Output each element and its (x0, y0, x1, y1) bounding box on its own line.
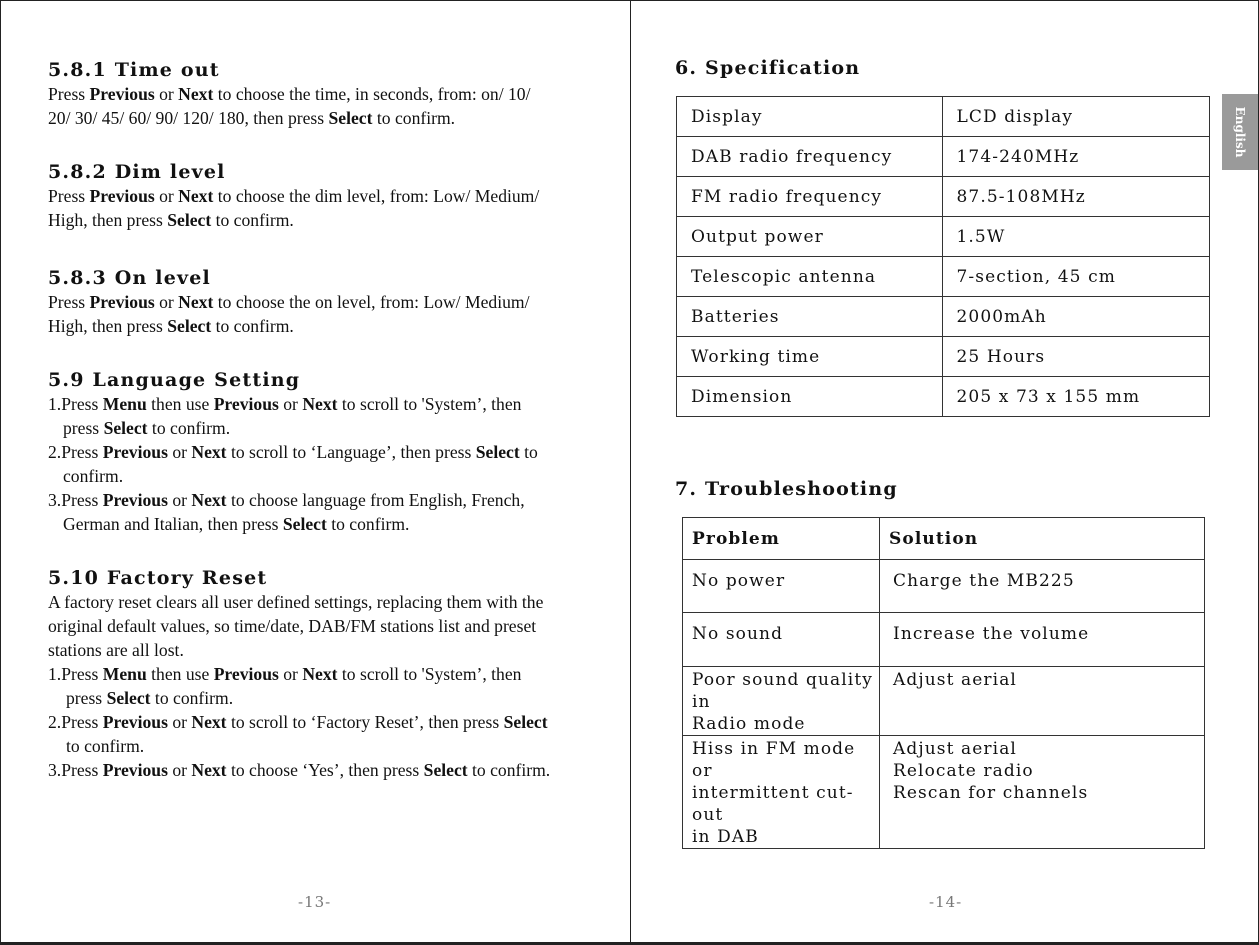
text-run: Press (48, 292, 90, 312)
step-line (48, 416, 638, 440)
text-run: press (66, 688, 107, 708)
bold-term: Previous (213, 394, 279, 414)
bold-term: Select (328, 108, 373, 128)
spec-label: Working time (677, 337, 943, 377)
text-run: press (63, 418, 104, 438)
section-on-level (48, 266, 638, 338)
solution-cell: Adjust aerial (880, 667, 1205, 736)
step-line: confirm. (63, 466, 124, 486)
spec-label: Batteries (677, 297, 943, 337)
step-line (48, 392, 638, 416)
bold-term: Previous (102, 760, 168, 780)
text-run: to scroll to ‘Factory Reset’, then press (226, 712, 504, 732)
spec-value: 7-section, 45 cm (942, 257, 1209, 297)
bold-term: Menu (102, 664, 147, 684)
step-line (48, 440, 638, 464)
text-run: to scroll to 'System’, then (337, 394, 522, 414)
page-number-right: -14- (929, 893, 963, 911)
text-run: 1.Press (48, 664, 103, 684)
paragraph (48, 314, 638, 338)
bold-term: Select (167, 316, 212, 336)
paragraph (48, 208, 638, 232)
text-run: to confirm. (150, 688, 234, 708)
text-run: to (519, 442, 538, 462)
bold-term: Next (191, 490, 227, 510)
table-row (677, 97, 1210, 137)
text-run: or (154, 292, 179, 312)
bold-term: Select (423, 760, 468, 780)
section-title: 5.8.2 Dim level (48, 161, 226, 183)
step-line: to confirm. (66, 736, 145, 756)
text-run: then use (146, 394, 214, 414)
header-solution: Solution (880, 518, 1205, 560)
text-run: or (278, 664, 303, 684)
solution-cell: Charge the MB225 (880, 560, 1205, 613)
spec-value: LCD display (942, 97, 1209, 137)
spec-value: 25 Hours (942, 337, 1209, 377)
text-run: 2.Press (48, 712, 103, 732)
bold-term: Next (191, 712, 227, 732)
text-run: to choose language from English, French, (226, 490, 525, 510)
bold-term: Next (178, 186, 214, 206)
section-title: 5.9 Language Setting (48, 369, 301, 391)
section-title: 5.8.3 On level (48, 267, 211, 289)
table-row (677, 377, 1210, 417)
bold-term: Next (178, 292, 214, 312)
text-run: to confirm. (372, 108, 456, 128)
section-language-setting (48, 368, 638, 536)
spec-value: 87.5-108MHz (942, 177, 1209, 217)
table-row (683, 667, 1205, 736)
bold-term: Previous (89, 292, 155, 312)
specification-title: 6. Specification (675, 57, 861, 79)
spec-label: FM radio frequency (677, 177, 943, 217)
text-run: or (167, 760, 192, 780)
bold-term: Select (282, 514, 327, 534)
text-run: High, then press (48, 210, 168, 230)
solution-cell: Increase the volume (880, 613, 1205, 667)
page-number-left: -13- (298, 893, 332, 911)
spec-value: 205 x 73 x 155 mm (942, 377, 1209, 417)
text-run: to scroll to ‘Language’, then press (226, 442, 476, 462)
bold-term: Next (302, 394, 338, 414)
bold-term: Next (302, 664, 338, 684)
spec-value: 1.5W (942, 217, 1209, 257)
bold-term: Select (475, 442, 520, 462)
spec-label: Dimension (677, 377, 943, 417)
text-run: 20/ 30/ 45/ 60/ 90/ 120/ 180, then press (48, 108, 329, 128)
text-run: to choose the time, in seconds, from: on/ 10/ (213, 84, 531, 104)
text-run: Press (48, 84, 90, 104)
text-run: 2.Press (48, 442, 103, 462)
step-line (48, 512, 638, 536)
bold-term: Menu (102, 394, 147, 414)
bold-term: Previous (102, 490, 168, 510)
bold-term: Previous (213, 664, 279, 684)
bold-term: Previous (102, 712, 168, 732)
problem-cell: Poor sound quality in Radio mode (683, 667, 880, 736)
text-run: 3.Press (48, 490, 103, 510)
header-problem: Problem (683, 518, 880, 560)
troubleshooting-title: 7. Troubleshooting (675, 478, 898, 500)
problem-cell: No power (683, 560, 880, 613)
bold-term: Next (191, 442, 227, 462)
paragraph (48, 106, 638, 130)
text-run: to choose the dim level, from: Low/ Medium/ (213, 186, 540, 206)
solution-cell: Adjust aerial Relocate radio Rescan for channels (880, 736, 1205, 849)
section-title: 5.10 Factory Reset (48, 567, 268, 589)
paragraph: A factory reset clears all user defined settings, replacing them with the (48, 592, 544, 612)
troubleshooting-table (682, 517, 1205, 849)
paragraph: stations are all lost. (48, 640, 184, 660)
text-run: to confirm. (211, 316, 294, 336)
spec-label: Telescopic antenna (677, 257, 943, 297)
step-line (48, 758, 638, 782)
section-title: 5.8.1 Time out (48, 59, 220, 81)
table-row (677, 217, 1210, 257)
text-run: to confirm. (211, 210, 294, 230)
table-row (677, 257, 1210, 297)
text-run: to confirm. (467, 760, 551, 780)
spec-label: DAB radio frequency (677, 137, 943, 177)
problem-cell: Hiss in FM mode or intermittent cut-out in DAB (683, 736, 880, 849)
text-run: Press (48, 186, 90, 206)
table-row (683, 613, 1205, 667)
step-line (48, 488, 638, 512)
section-factory-reset (48, 566, 638, 782)
table-row (677, 177, 1210, 217)
paragraph: original default values, so time/date, DAB/FM stations list and preset (48, 616, 537, 636)
text-run: or (167, 712, 192, 732)
section-dim-level (48, 160, 638, 232)
table-header-row (683, 518, 1205, 560)
text-run: to choose ‘Yes’, then press (226, 760, 424, 780)
table-row (683, 560, 1205, 613)
text-run: then use (146, 664, 214, 684)
text-run: to confirm. (147, 418, 231, 438)
bottom-border (0, 942, 1259, 944)
table-row (677, 337, 1210, 377)
table-row (677, 297, 1210, 337)
spec-value: 2000mAh (942, 297, 1209, 337)
paragraph (48, 82, 638, 106)
text-run: or (167, 490, 192, 510)
spec-value: 174-240MHz (942, 137, 1209, 177)
text-run: 3.Press (48, 760, 103, 780)
text-run: to confirm. (326, 514, 410, 534)
text-run: to choose the on level, from: Low/ Medium/ (213, 292, 530, 312)
bold-term: Select (503, 712, 548, 732)
bold-term: Previous (89, 84, 155, 104)
language-tab-label: English (1233, 106, 1247, 158)
text-run: or (154, 186, 179, 206)
spec-label: Output power (677, 217, 943, 257)
text-run: or (167, 442, 192, 462)
table-row (683, 736, 1205, 849)
section-time-out (48, 58, 638, 130)
bold-term: Select (106, 688, 151, 708)
step-line (48, 686, 638, 710)
bold-term: Select (167, 210, 212, 230)
text-run: High, then press (48, 316, 168, 336)
bold-term: Previous (102, 442, 168, 462)
problem-cell: No sound (683, 613, 880, 667)
paragraph (48, 290, 638, 314)
text-run: or (154, 84, 179, 104)
paragraph (48, 184, 638, 208)
language-tab (1222, 94, 1258, 170)
table-row (677, 137, 1210, 177)
text-run: German and Italian, then press (63, 514, 283, 534)
bold-term: Next (178, 84, 214, 104)
specification-table (676, 96, 1210, 417)
step-line (48, 662, 638, 686)
bold-term: Select (103, 418, 148, 438)
spec-label: Display (677, 97, 943, 137)
step-line (48, 710, 638, 734)
bold-term: Next (191, 760, 227, 780)
bold-term: Previous (89, 186, 155, 206)
text-run: or (278, 394, 303, 414)
text-run: 1.Press (48, 394, 103, 414)
text-run: to scroll to 'System’, then (337, 664, 522, 684)
